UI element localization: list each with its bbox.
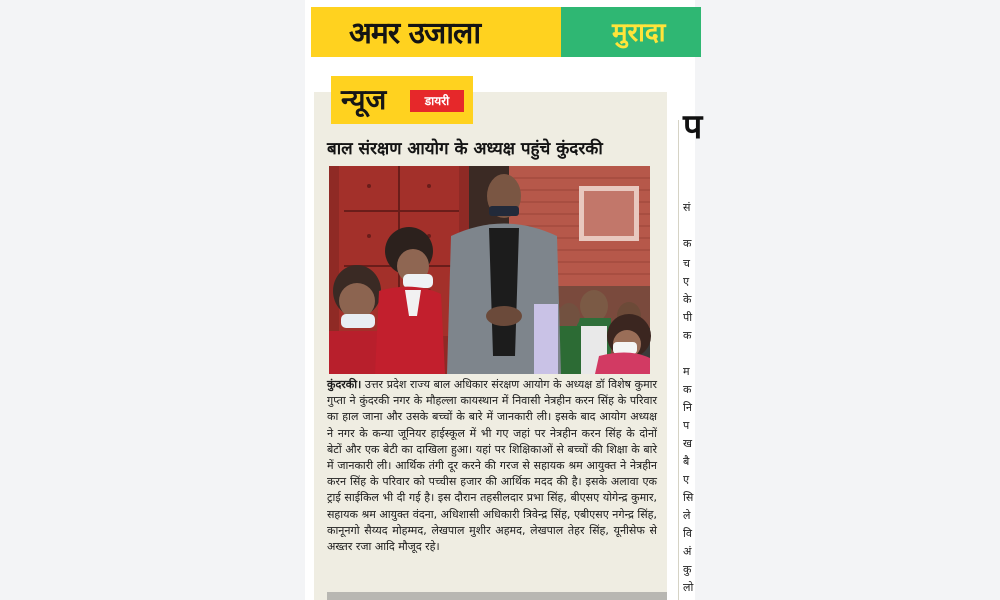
adjacent-text-fragment: च <box>683 257 690 270</box>
photo-illustration <box>329 166 650 374</box>
edition-name: मुरादा <box>612 18 666 48</box>
adjacent-text-fragment: म <box>683 365 690 378</box>
article-body-text: उत्तर प्रदेश राज्य बाल अधिकार संरक्षण आयोग के अध्यक्ष डॉ विशेष कुमार गुप्ता ने कुंदरकी नगर के मौहल्ला कायस्थान में निवासी नेत्रहीन करन सिंह के परिवार का हाल जाना और उसके बच्चों के बारे में जानकारी ली। इसके बाद आयोग अध्यक्ष ने नगर के कन्या जूनियर हाईस्कूल में भी गए जहां पर नेत्रहीन करन सिंह के दोनों बेटों और एक बेटी का दाखिला हुआ। यहां पर शिक्षिकाओं से बच्चों की शिक्षा के बारे में जानकारी ली। आर्थिक तंगी दूर करने की गरज से सहायक श्रम आयुक्त ने नेत्रहीन करन सिंह के परिवार को पच्चीस हजार की आर्थिक मदद की है। इसके अलावा एक ट्राई साईकिल भी दी गई है। इस दौरान तहसीलदार प्रभा सिंह, बीएसए योगेन्द्र कुमार, सहायक श्रम आयुक्त वंदना, अधिशासी अधिकारी त्रिवेन्द्र सिंह, एबीएसए नगेन्द्र सिंह, कानूनगो सैय्यद मोहम्मद, लेखपाल मुशीर अहमद, लेखपाल तेहर सिंह, यूनीसेफ से अख्तर रजा आदि मौजूद रहे। <box>327 378 657 554</box>
adjacent-text-fragment: सि <box>683 491 694 504</box>
adjacent-text-fragment: बै <box>683 455 690 468</box>
adjacent-text-fragment: ए <box>683 473 690 486</box>
adjacent-heading-fragment: प <box>683 107 703 147</box>
adjacent-text-fragment: के <box>683 293 692 306</box>
adjacent-text-fragment: कु <box>683 563 692 576</box>
adjacent-text-fragment: क <box>683 329 692 342</box>
adjacent-text-fragment: प <box>683 419 690 432</box>
next-headline-cut <box>327 592 667 600</box>
adjacent-text-fragment: लो <box>683 581 694 594</box>
newspaper-name: अमर उजाला <box>349 16 481 51</box>
column-divider <box>678 120 679 600</box>
news-diary-logo <box>331 76 473 124</box>
adjacent-text-fragment: ले <box>683 509 691 522</box>
article-dateline: कुंदरकी। <box>327 378 362 391</box>
article-headline: बाल संरक्षण आयोग के अध्यक्ष पहुंचे कुंदरकी <box>327 139 603 159</box>
adjacent-text-fragment: क <box>683 237 692 250</box>
adjacent-text-fragment: सं <box>683 201 691 214</box>
section-word: न्यूज <box>341 83 387 116</box>
adjacent-text-fragment: पी <box>683 311 693 324</box>
section-tag: डायरी <box>410 90 464 112</box>
edition-banner <box>561 7 701 57</box>
newspaper-masthead <box>311 7 695 57</box>
article-body <box>327 377 657 600</box>
adjacent-text-fragment: वि <box>683 527 692 540</box>
adjacent-text-fragment: ख <box>683 437 692 450</box>
article-photo <box>329 166 650 374</box>
adjacent-text-fragment: ए <box>683 275 690 288</box>
newspaper-clipping <box>305 0 703 600</box>
adjacent-text-fragment: अं <box>683 545 692 558</box>
adjacent-text-fragment: नि <box>683 401 692 414</box>
adjacent-text-fragment: क <box>683 383 692 396</box>
adjacent-column <box>683 90 703 600</box>
